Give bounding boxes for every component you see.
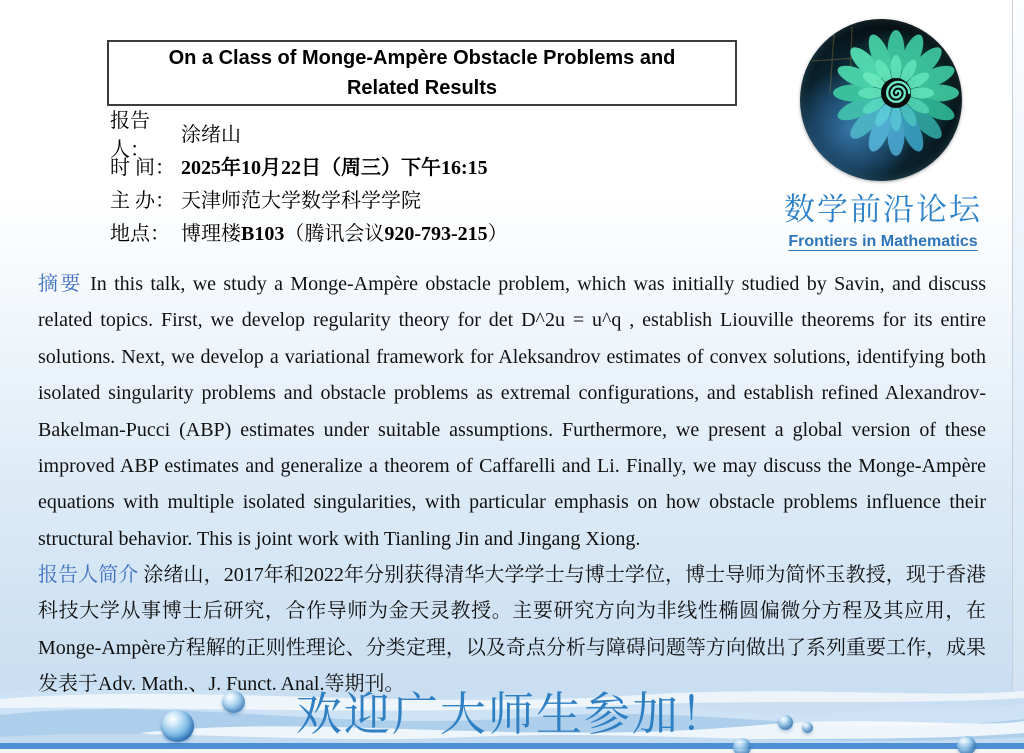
water-droplet [733,738,751,753]
abstract-paragraph [38,266,986,557]
event-details [110,109,508,248]
water-droplet [802,722,813,733]
detail-row [110,182,508,215]
spiral-fractal-logo [800,19,962,181]
detail-row [110,149,508,182]
welcome-message: 欢迎广大师生参加！ [296,688,728,740]
talk-title-box [107,40,737,106]
detail-label: 地点： [110,223,170,245]
detail-row [110,215,508,248]
water-droplet [957,736,976,753]
detail-label: 报告人： [110,109,150,161]
detail-value: 2025年10月22日（周三）下午16:15 [181,157,488,179]
detail-label: 主 办： [110,190,175,212]
bio-text: 涂绪山，2017年和2022年分别获得清华大学学士与博士学位，博士导师为简怀玉教授，现于香港科技大学从事博士后研究，合作导师为金天灵教授。主要研究方向为非线性椭圆偏微分方程及其应用，在Monge-Ampère方程解的正则性理论、分类定理，以及奇点分析与障碍问题等方向做出了系列重要工作，成果发表于Adv. Math.、J. Funct. Anal.等期刊。 [38,564,987,696]
bio-label: 报告人简介 [38,564,139,586]
detail-value: 天津师范大学数学科学学院 [181,190,421,212]
speaker-bio-paragraph [38,557,986,703]
water-droplet [778,715,793,730]
forum-title-cn: 数学前沿论坛 [784,192,982,227]
forum-title-en: Frontiers in Mathematics [788,233,978,250]
water-droplet [161,710,194,742]
detail-value: 博理楼B103（腾讯会议920-793-215） [181,223,508,245]
detail-row [110,109,508,161]
detail-label: 时 间： [110,157,175,179]
detail-value: 涂绪山 [181,124,241,146]
abstract-text: In this talk, we study a Monge-Ampère obstacle problem, which was initially studied by Savin, and discuss related topics. First, we develop regularity theory for det D^2u = u^q , establish Liouville theorems for its entire solutions. Next, we develop a variational framework for Aleksandrov estimates of convex solutions, identifying both isolated singularity problems and obstacle problems as extremal configurations, and establish refined Alexandrov-Bakelman-Pucci (ABP) estimates under suitable assumptions. Furthermore, we present a global version of these improved ABP estimates and generalize a theorem of Caffarelli and Li. Finally, we may discuss the Monge-Ampère equations with multiple isolated singularities, with particular emphasis on how obstacle problems influence their structural behavior. This is joint work with Tianling Jin and Jingang Xiong. [38,273,986,550]
abstract-label: 摘要 [38,273,83,295]
right-edge-decoration [1012,0,1024,693]
talk-title: On a Class of Monge-Ampère Obstacle Problems and Related Results [168,47,676,99]
forum-logo [800,19,962,181]
